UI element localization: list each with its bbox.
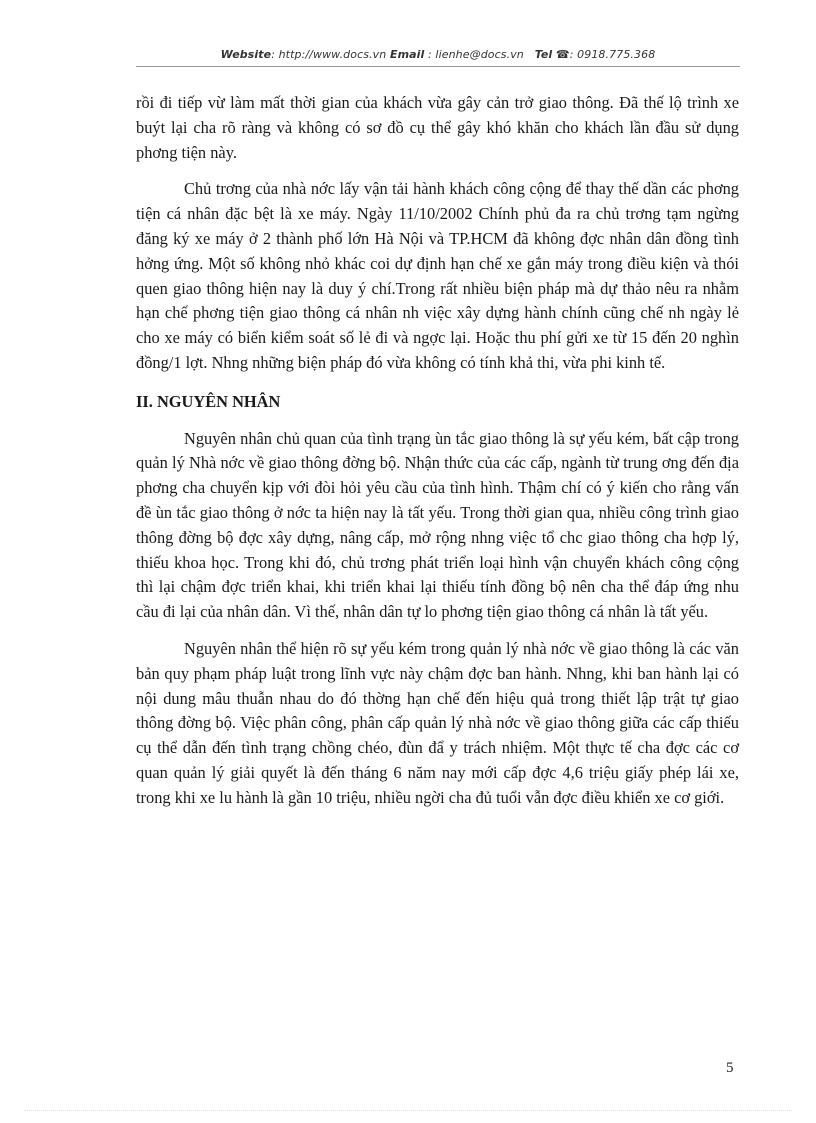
document-body (136, 91, 739, 823)
website-value[interactable]: : http://www.docs.vn (271, 48, 387, 61)
body-paragraph-1: rồi đi tiếp vừ làm mất thời gian của khách vừa gây cản trở giao thông. Đã thế lộ trình xe buýt lại cha rõ ràng và không có sơ đồ cụ thể gây khó khăn cho khách lần đầu sử dụng phơng tiện này. (136, 93, 739, 162)
section-paragraph-2: Nguyên nhân thể hiện rõ sự yếu kém trong quản lý nhà nớc về giao thông là các văn bản quy phạm pháp luật trong lĩnh vực này chậm đợc ban hành. Nhng, khi ban hành lại có nội dung mâu thuẫn nhau do đó thờng hạn chế đến hiệu quả trong thiết lập trật tự giao thông đờng bộ. Việc phân công, phân cấp quản lý nhà nớc về giao thông giữa các cấp thiếu cụ thể dẫn đến tình trạng chồng chéo, đùn đẩ y trách nhiệm. Một thực tế cha đợc các cơ quan quản lý giải quyết là đến tháng 6 năm nay mới cấp đợc 4,6 triệu giấy phép lái xe, trong khi xe lu hành là gần 10 triệu, nhiều ngời cha đủ tuổi vẫn đợc điều khiển xe cơ giới. (136, 638, 739, 807)
website-label: Website (220, 48, 272, 61)
footer-divider (24, 1110, 792, 1111)
tel-value: : 0918.775.368 (569, 48, 656, 61)
email-label: Email (389, 48, 425, 61)
header-divider (136, 66, 740, 67)
tel-label: Tel (534, 48, 553, 61)
email-value[interactable]: : lienhe@docs.vn (428, 48, 524, 61)
page-number: 5 (726, 1060, 734, 1076)
phone-icon: ☎ (555, 48, 570, 61)
section-paragraph-1: Nguyên nhân chủ quan của tình trạng ùn tắc giao thông là sự yếu kém, bất cập trong quản lý Nhà nớc về giao thông đờng bộ. Nhận thức của các cấp, ngành từ trung ơng đến địa phơng cha chuyển kịp với đòi hỏi yêu cầu của tình hình. Thậm chí có ý kiến cho rằng vấn đề ùn tắc giao thông ở nớc ta hiện nay là tất yếu. Trong thời gian qua, nhiều công trình giao thông đờng bộ đợc xây dựng, nâng cấp, mở rộng nhng việc tổ chc giao thông cha hợp lý, thiếu khoa học. Trong khi đó, chủ trơng phát triển loại hình vận chuyển khách công cộng thì lại chậm đợc triển khai, khi triển khai lại thiếu tính đồng bộ nên cha thể đáp ứng nhu cầu đi lại của nhân dân. Vì thế, nhân dân tự lo phơng tiện giao thông cá nhân là tất yếu. (136, 428, 739, 622)
page-header (136, 48, 740, 61)
body-paragraph-2: Chủ trơng của nhà nớc lấy vận tải hành khách công cộng để thay thế dần các phơng tiện cá nhân đặc bệt là xe máy. Ngày 11/10/2002 Chính phủ đa ra chủ trơng tạm ngừng đăng ký xe máy ở 2 thành phố lớn Hà Nội và TP.HCM đã không đợc nhân dân đồng tình hởng ứng. Một số không nhỏ khác coi dự định hạn chế xe gắn máy trong điều kiện và thói quen giao thông hiện nay là duy ý chí.Trong rất nhiều biện pháp mà dự thảo nêu ra nhằm hạn chế phơng tiện giao thông cá nhân nh việc xây dựng hành chính cũng chế nh ngày lẻ cho xe máy có biển kiểm soát số lẻ đi và ngợc lại. Hoặc thu phí gửi xe từ 15 đến 20 nghìn đồng/1 lợt. Nhng những biện pháp đó vừa không có tính khả thi, vừa phi kinh tế. (136, 179, 739, 372)
section-heading: II. NGUYÊN NHÂN (136, 391, 281, 411)
